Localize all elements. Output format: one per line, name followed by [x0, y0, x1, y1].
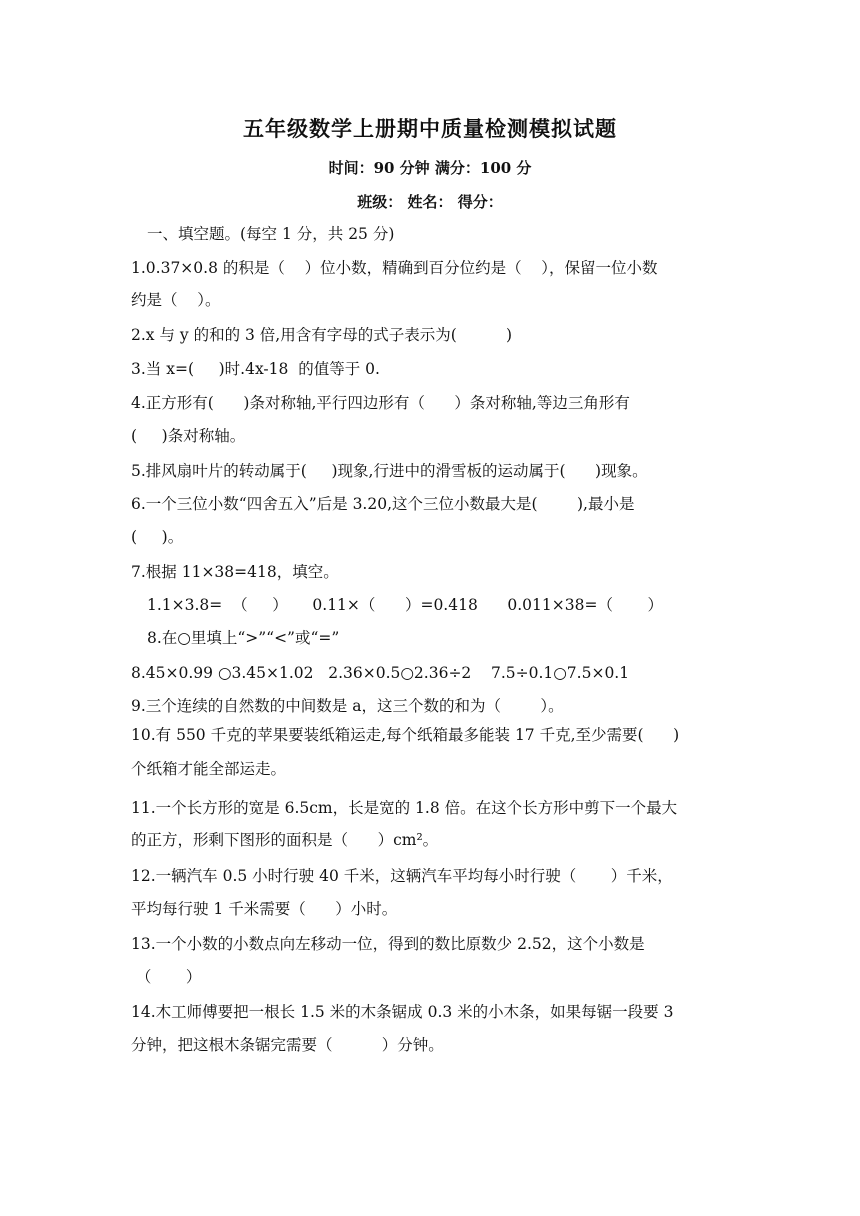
question-line: 6.一个三位小数“四舍五入”后是 3.20,这个三位小数最大是( ),最小是 [131, 495, 635, 513]
question-line: 11.一个长方形的宽是 6.5cm，长是宽的 1.8 倍。在这个长方形中剪下一个最大 [131, 799, 678, 817]
question-line: 8.45×0.99 ○3.45×1.02 2.36×0.5○2.36÷2 7.5÷0.1○7.5×0.1 [131, 664, 630, 682]
question-line: 9.三个连续的自然数的中间数是 a，这三个数的和为（ ）。 [131, 697, 564, 715]
question-line: 7.根据 11×38=418，填空。 [131, 563, 339, 581]
question-line: 约是（ ）。 [131, 291, 221, 309]
question-line: 13.一个小数的小数点向左移动一位，得到的数比原数少 2.52，这个小数是 [131, 935, 645, 953]
question-line: 分钟，把这根木条锯完需要（ ）分钟。 [131, 1036, 444, 1054]
question-line: 14.木工师傅要把一根长 1.5 米的木条锯成 0.3 米的小木条，如果每锯一段要 3 [131, 1003, 674, 1021]
section-heading: 一、填空题。(每空 1 分，共 25 分) [147, 225, 395, 243]
question-line: 2.x 与 y 的和的 3 倍,用含有字母的式子表示为( ) [131, 326, 513, 344]
question-line: 3.当 x=( )时.4x-18 的值等于 0. [131, 360, 380, 378]
question-line: 平均每行驶 1 千米需要（ ）小时。 [131, 900, 398, 918]
question-line: 10.有 550 千克的苹果要装纸箱运走,每个纸箱最多能装 17 千克,至少需要( ) [131, 726, 680, 744]
question-line: （ ） [131, 968, 202, 986]
question-line: 5.排风扇叶片的转动属于( )现象,行进中的滑雪板的运动属于( )现象。 [131, 462, 648, 480]
question-line: 12.一辆汽车 0.5 小时行驶 40 千米，这辆汽车平均每小时行驶（ ）千米， [131, 867, 673, 885]
student-info: 班级： 姓名： 得分： [357, 193, 503, 211]
question-line: 4.正方形有( )条对称轴,平行四边形有（ ）条对称轴,等边三角形有 [131, 394, 630, 412]
question-line: 8.在○里填上“>”“<”或“=” [147, 629, 340, 647]
question-line: 1.0.37×0.8 的积是（ ）位小数，精确到百分位约是（ ），保留一位小数 [131, 259, 658, 277]
question-line: 个纸箱才能全部运走。 [131, 760, 287, 778]
question-line: ( )条对称轴。 [131, 427, 246, 445]
question-line: ( )。 [131, 528, 184, 546]
question-line: 的正方，形剩下图形的面积是（ ）cm²。 [131, 831, 439, 849]
exam-info: 时间：90 分钟 满分：100 分 [328, 159, 532, 177]
question-line: 1.1×3.8= （ ） 0.11×（ ）=0.418 0.011×38=（ ） [147, 596, 663, 614]
page-title: 五年级数学上册期中质量检测模拟试题 [243, 116, 617, 141]
